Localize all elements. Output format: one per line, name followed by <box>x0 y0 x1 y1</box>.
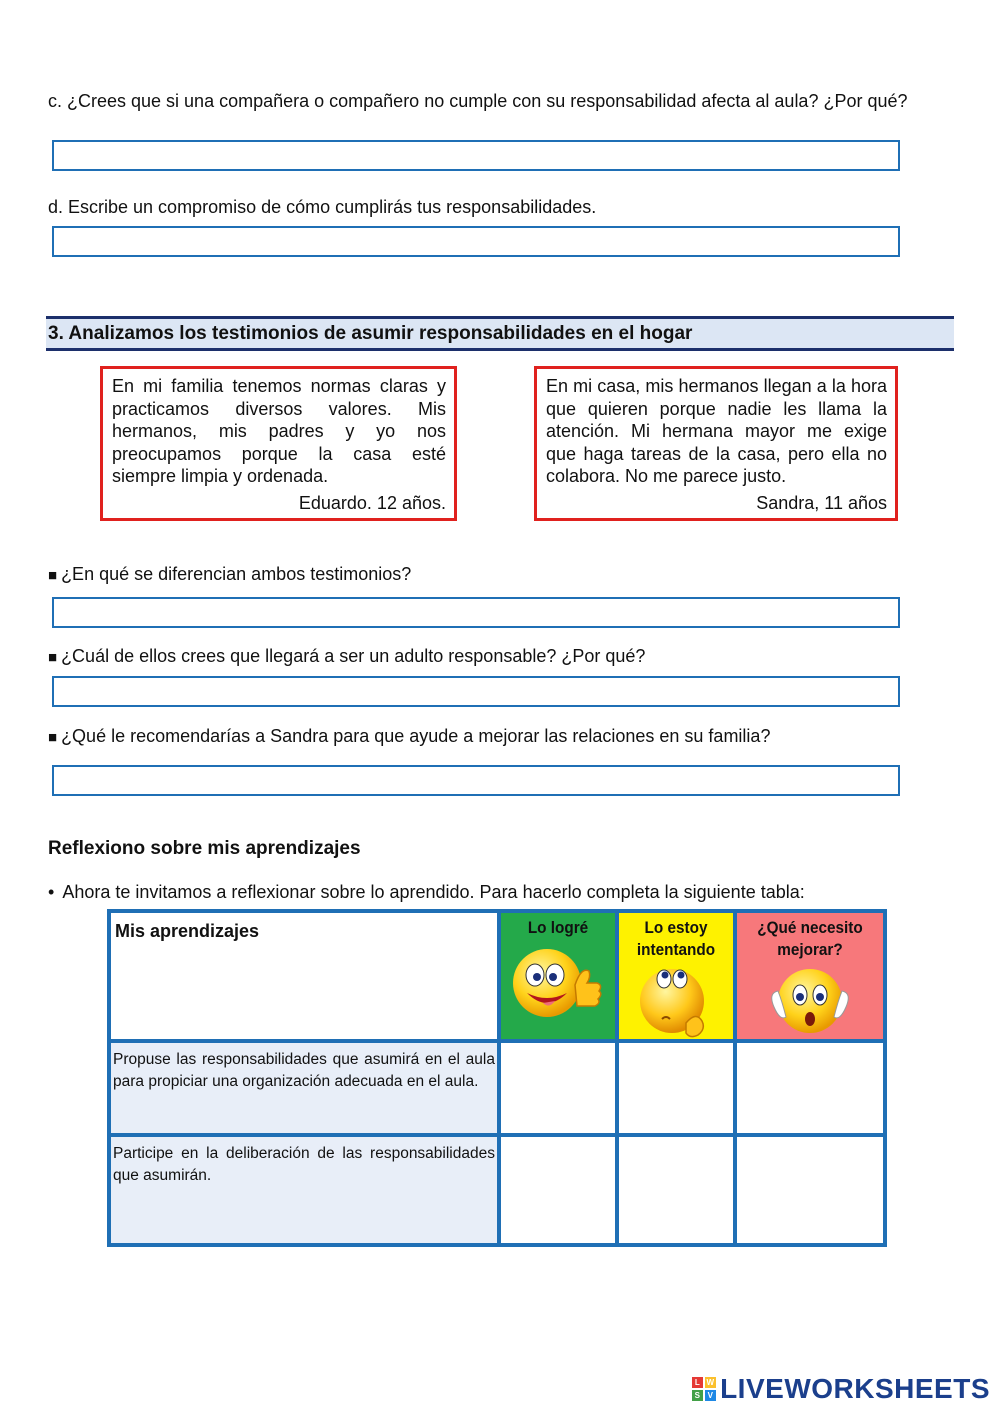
reflection-intro: • Ahora te invitamos a reflexionar sobre lo aprendido. Para hacerlo completa la siguiente tabla: <box>48 882 805 902</box>
cell-lo-estoy-intentando[interactable] <box>617 1135 735 1245</box>
question-recommend-sandra: ■ ¿Qué le recomendarías a Sandra para que ayude a mejorar las relaciones en su familia? <box>48 726 771 746</box>
question-differences: ■ ¿En qué se diferencian ambos testimonios? <box>48 564 412 584</box>
cell-que-necesito-mejorar[interactable] <box>735 1041 885 1135</box>
liveworksheets-logo-icon: L W S V <box>692 1377 716 1401</box>
answer-d-input[interactable] <box>52 226 900 257</box>
thinking-smiley-icon <box>626 961 726 1039</box>
cell-lo-logre[interactable] <box>499 1135 617 1245</box>
testimony-author: Sandra, 11 años <box>756 492 887 513</box>
table-row <box>109 1135 885 1245</box>
testimony-text: En mi casa, mis hermanos llegan a la hora que quieren porque nadie les llama la atención. Mi hermana mayor me exige que haga tareas de la casa, pero ella no colabora. No me parece justo. <box>546 376 887 486</box>
testimony-author: Eduardo. 12 años. <box>298 492 446 513</box>
section-3-title: 3. Analizamos los testimonios de asumir responsabilidades en el hogar <box>46 316 954 351</box>
cell-lo-estoy-intentando[interactable] <box>617 1041 735 1135</box>
table-header-row <box>109 911 885 1041</box>
learning-item: Participe en la deliberación de las responsabilidades que asumirán. <box>109 1135 499 1245</box>
liveworksheets-logo <box>692 1373 990 1405</box>
cell-que-necesito-mejorar[interactable] <box>735 1135 885 1245</box>
testimony-eduardo <box>100 366 457 521</box>
header-lo-estoy-intentando: Lo estoy intentando <box>617 911 735 1041</box>
question-responsible-adult: ■ ¿Cuál de ellos crees que llegará a ser un adulto responsable? ¿Por qué? <box>48 646 646 666</box>
learning-item: Propuse las responsabilidades que asumirá en el aula para propiciar una organización adecuada en el aula. <box>109 1041 499 1135</box>
square-bullet-icon: ■ <box>48 649 58 666</box>
header-que-necesito-mejorar: ¿Qué necesito mejorar? <box>735 911 885 1041</box>
logo-text: LIVEWORKSHEETS <box>720 1373 990 1404</box>
answer-c-input[interactable] <box>52 140 900 171</box>
dot-bullet-icon: • <box>48 882 55 902</box>
thumbs-up-smiley-icon <box>503 941 613 1021</box>
square-bullet-icon: ■ <box>48 567 58 584</box>
answer-responsible-adult-input[interactable] <box>52 676 900 707</box>
header-lo-logre: Lo logré <box>499 911 617 1041</box>
question-d: d. Escribe un compromiso de cómo cumplirás tus responsabilidades. <box>48 197 597 217</box>
cell-lo-logre[interactable] <box>499 1041 617 1135</box>
answer-recommend-sandra-input[interactable] <box>52 765 900 796</box>
answer-differences-input[interactable] <box>52 597 900 628</box>
reflection-table <box>107 909 887 1247</box>
header-mis-aprendizajes: Mis aprendizajes <box>109 911 499 1041</box>
testimony-sandra <box>534 366 898 521</box>
square-bullet-icon: ■ <box>48 729 58 746</box>
worried-smiley-icon <box>760 961 860 1039</box>
reflection-heading: Reflexiono sobre mis aprendizajes <box>48 838 361 859</box>
question-c: c. ¿Crees que si una compañera o compañero no cumple con su responsabilidad afecta al aula? ¿Por qué? <box>48 91 908 111</box>
testimony-text: En mi familia tenemos normas claras y practicamos diversos valores. Mis hermanos, mis padres y yo nos preocupamos porque la casa esté siempre limpia y ordenada. <box>112 376 446 486</box>
table-row <box>109 1041 885 1135</box>
